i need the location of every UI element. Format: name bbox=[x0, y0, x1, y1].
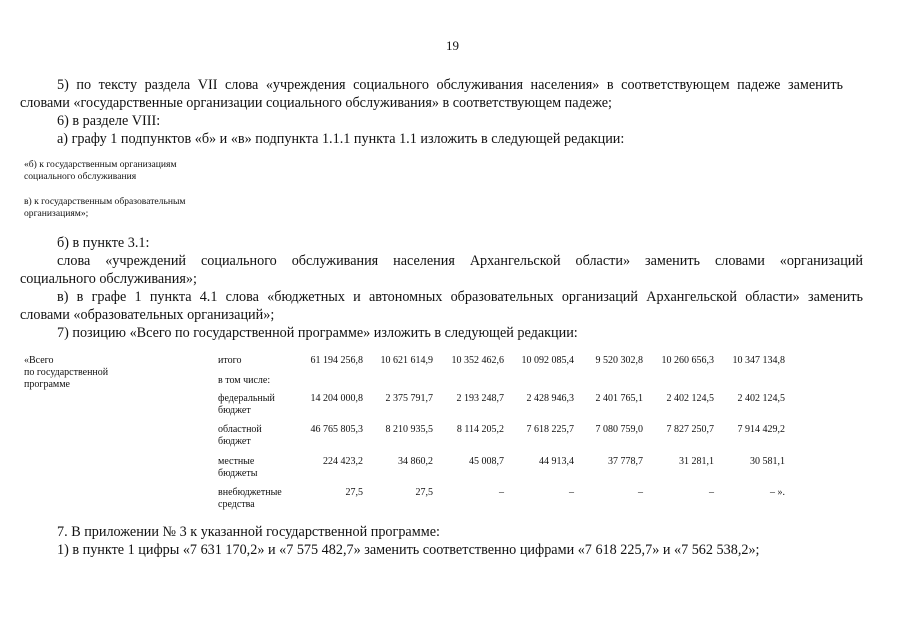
row-label-continued: бюджет bbox=[218, 436, 251, 447]
quote-b-line-1: «б) к государственным организациям bbox=[24, 159, 177, 170]
table-cell: 2 402 124,5 bbox=[737, 393, 785, 404]
table-cell: – ». bbox=[770, 487, 785, 498]
section-7-item-1: 1) в пункте 1 цифры «7 631 170,2» и «7 575 482,7» заменить соответственно цифрами «7 618 225,7» и «7 562 538,2»; bbox=[57, 542, 760, 558]
paragraph-6v-line-2: словами «образовательных организаций»; bbox=[20, 307, 275, 323]
table-cell: 10 352 462,6 bbox=[451, 355, 504, 366]
paragraph-6b: б) в пункте 3.1: bbox=[57, 235, 150, 251]
table-head-line-2: по государственной bbox=[24, 367, 109, 378]
table-cell: 2 375 791,7 bbox=[385, 393, 433, 404]
paragraph-6: 6) в разделе VIII: bbox=[57, 113, 161, 129]
table-cell: – bbox=[499, 487, 504, 498]
table-cell: 14 204 000,8 bbox=[310, 393, 363, 404]
table-cell: – bbox=[569, 487, 574, 498]
table-cell: 34 860,2 bbox=[398, 456, 433, 467]
row-label: итого bbox=[218, 355, 242, 366]
table-cell: 8 210 935,5 bbox=[385, 424, 433, 435]
table-cell: 7 618 225,7 bbox=[526, 424, 574, 435]
table-cell: – bbox=[709, 487, 714, 498]
page-number: 19 bbox=[446, 38, 459, 53]
paragraph-5-line-1: 5) по тексту раздела VII слова «учреждения социального обслуживания населения» в соответствующем падеже заменить bbox=[57, 77, 843, 93]
table-cell: 224 423,2 bbox=[323, 456, 363, 467]
table-cell: 10 260 656,3 bbox=[661, 355, 714, 366]
quote-v-line-1: в) к государственным образовательным bbox=[24, 196, 186, 207]
paragraph-6a: а) графу 1 подпунктов «б» и «в» подпункта 1.1.1 пункта 1.1 изложить в следующей редакции: bbox=[57, 131, 625, 147]
table-cell: 27,5 bbox=[345, 487, 363, 498]
table-cell: 8 114 205,2 bbox=[456, 424, 504, 435]
table-cell: 7 827 250,7 bbox=[666, 424, 714, 435]
table-head-line-1: «Всего bbox=[24, 355, 54, 366]
paragraph-6b-text-line-2: социального обслуживания»; bbox=[20, 271, 197, 287]
table-cell: 37 778,7 bbox=[608, 456, 643, 467]
table-cell: 10 347 134,8 bbox=[732, 355, 785, 366]
row-label-continued: бюджеты bbox=[218, 468, 258, 479]
row-label: в том числе: bbox=[218, 375, 271, 386]
table-cell: 61 194 256,8 bbox=[310, 355, 363, 366]
table-cell: 7 080 759,0 bbox=[595, 424, 643, 435]
section-7-heading: 7. В приложении № 3 к указанной государственной программе: bbox=[57, 524, 440, 540]
row-label-continued: бюджет bbox=[218, 405, 251, 416]
row-label: областной bbox=[218, 424, 262, 435]
paragraph-7: 7) позицию «Всего по государственной программе» изложить в следующей редакции: bbox=[57, 325, 578, 341]
row-label: внебюджетные bbox=[218, 487, 282, 498]
row-label: федеральный bbox=[218, 393, 275, 404]
table-cell: – bbox=[638, 487, 643, 498]
table-cell: 2 402 124,5 bbox=[666, 393, 714, 404]
paragraph-5-line-2: словами «государственные организации социального обслуживания» в соответствующем падеже; bbox=[20, 95, 612, 111]
table-cell: 2 401 765,1 bbox=[595, 393, 643, 404]
table-cell: 2 193 248,7 bbox=[456, 393, 504, 404]
table-cell: 44 913,4 bbox=[539, 456, 574, 467]
table-cell: 27,5 bbox=[415, 487, 433, 498]
quote-v-line-2: организациям»; bbox=[24, 208, 89, 219]
table-cell: 10 092 085,4 bbox=[521, 355, 574, 366]
table-cell: 46 765 805,3 bbox=[310, 424, 363, 435]
table-cell: 30 581,1 bbox=[750, 456, 785, 467]
quote-b-line-2: социального обслуживания bbox=[24, 171, 137, 182]
table-cell: 7 914 429,2 bbox=[737, 424, 785, 435]
table-head-line-3: программе bbox=[24, 379, 70, 390]
row-label-continued: средства bbox=[218, 499, 255, 510]
table-cell: 9 520 302,8 bbox=[595, 355, 643, 366]
table-cell: 10 621 614,9 bbox=[380, 355, 433, 366]
table-cell: 31 281,1 bbox=[679, 456, 714, 467]
row-label: местные bbox=[218, 456, 255, 467]
paragraph-6b-text-line-1: слова «учреждений социального обслуживания населения Архангельской области» заменить словами «организаций bbox=[57, 253, 863, 269]
table-cell: 45 008,7 bbox=[469, 456, 504, 467]
table-cell: 2 428 946,3 bbox=[526, 393, 574, 404]
paragraph-6v-line-1: в) в графе 1 пункта 4.1 слова «бюджетных и автономных образовательных организаций Архангельской области» заменить bbox=[57, 289, 863, 305]
